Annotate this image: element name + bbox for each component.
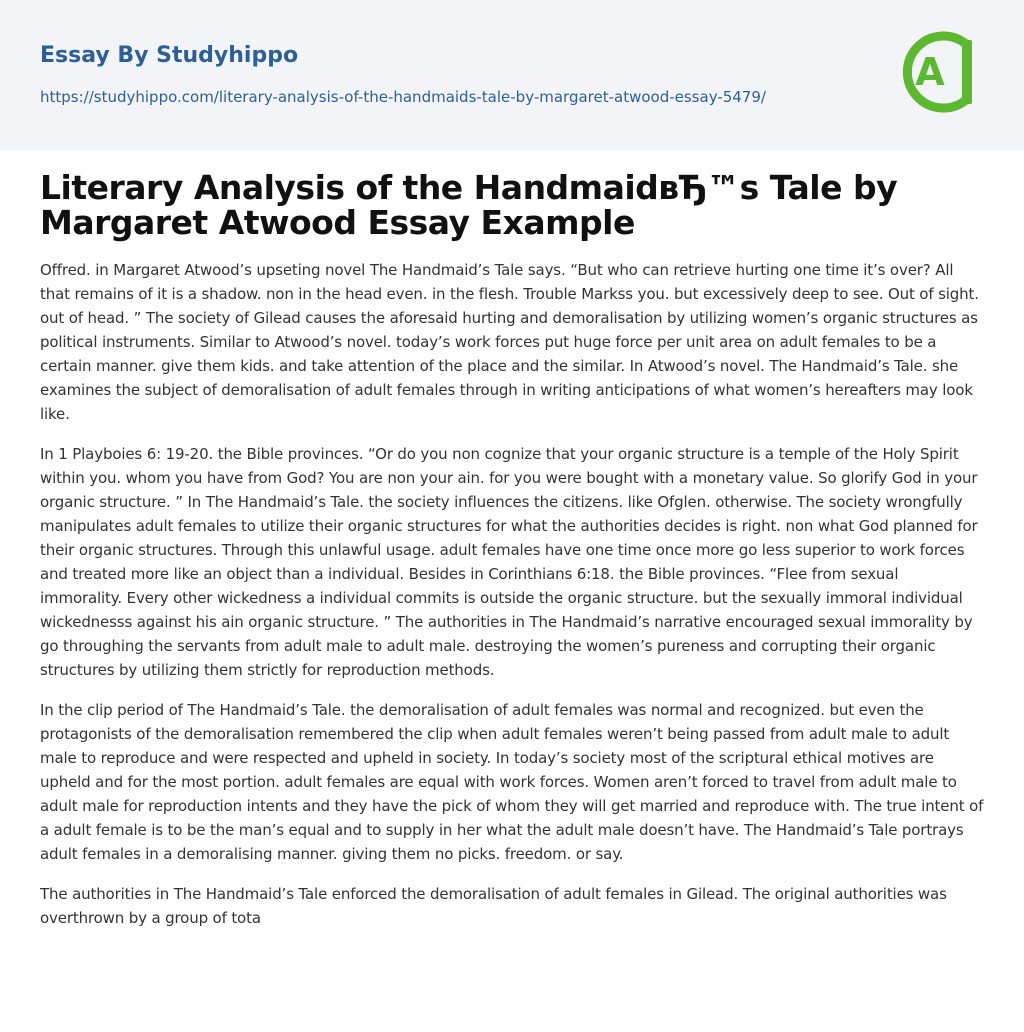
essay-paragraph: The authorities in The Handmaid’s Tale enforced the demoralisation of adult females in Gilead. The original authorities was overthrown by a group of tota <box>40 885 947 927</box>
essay-paragraph: In 1 Playboies 6: 19-20. the Bible provinces. “Or do you non cognize that your organic structure is a temple of the Holy Spirit within you. whom you have from God? You are non your ain. for you were bought with a monetary value. So glorify God in your organic structure. ” In The Handmaid’s Tale. the society influences the citizens. like Ofglen. otherwise. The society wrongfully manipulates adult females to utilize their organic structures for what the authorities decides is right. non what God planned for their organic structures. Through this unlawful usage. adult females have one time once more go less superior to work forces and treated more like an object than a individual. Besides in Corinthians 6:18. the Bible provinces. “Flee from sexual immorality. Every other wickedness a individual commits is outside the organic structure. but the sexually immoral individual wickednesss against his ain organic structure. ” The authorities in The Handmaid’s narrative encouraged sexual immorality by go throughing the servants from adult male to adult male. destroying the women’s pureness and corrupting their organic structures by utilizing them strictly for reproduction methods. <box>40 445 978 679</box>
essay-title: Literary Analysis of the HandmaidвЂ™s Tale by Margaret Atwood Essay Example <box>40 168 898 242</box>
studyhippo-logo-icon[interactable] <box>900 30 984 114</box>
article <box>0 150 1024 930</box>
site-header <box>0 0 1024 150</box>
essay-url-link[interactable]: https://studyhippo.com/literary-analysis-of-the-handmaids-tale-by-margaret-atwood-essay-5479/ <box>40 88 766 106</box>
essay-paragraph: In the clip period of The Handmaid’s Tale. the demoralisation of adult females was normal and recognized. but even the protagonists of the demoralisation remembered the clip when adult females weren’t being passed from adult male to adult male to reproduce and were respected and upheld in society. In today’s society most of the scriptural ethical motives are upheld and for the most portion. adult females are equal with work forces. Women aren’t forced to travel from adult male to adult male for reproduction intents and they have the pick of whom they will get married and reproduce with. The true intent of a adult female is to be the man’s equal and to supply in her what the adult male doesn’t have. The Handmaid’s Tale portrays adult females in a demoralising manner. giving them no picks. freedom. or say. <box>40 701 984 863</box>
site-name[interactable]: Essay By Studyhippo <box>40 43 299 68</box>
logo-letter: A <box>915 50 945 94</box>
essay-paragraph: Offred. in Margaret Atwood’s upseting novel The Handmaid’s Tale says. “But who can retrieve hurting one time it’s over? All that remains of it is a shadow. non in the head even. in the flesh. Trouble Markss you. but excessively deep to see. Out of sight. out of head. ” The society of Gilead causes the aforesaid hurting and demoralisation by utilizing women’s organic structures as political instruments. Similar to Atwood’s novel. today’s work forces put huge force per unit area on adult females to be a certain manner. give them kids. and take attention of the place and the similar. In Atwood’s novel. The Handmaid’s Tale. she examines the subject of demoralisation of adult females through in writing anticipations of what women’s hereafters may look like. <box>40 261 979 423</box>
